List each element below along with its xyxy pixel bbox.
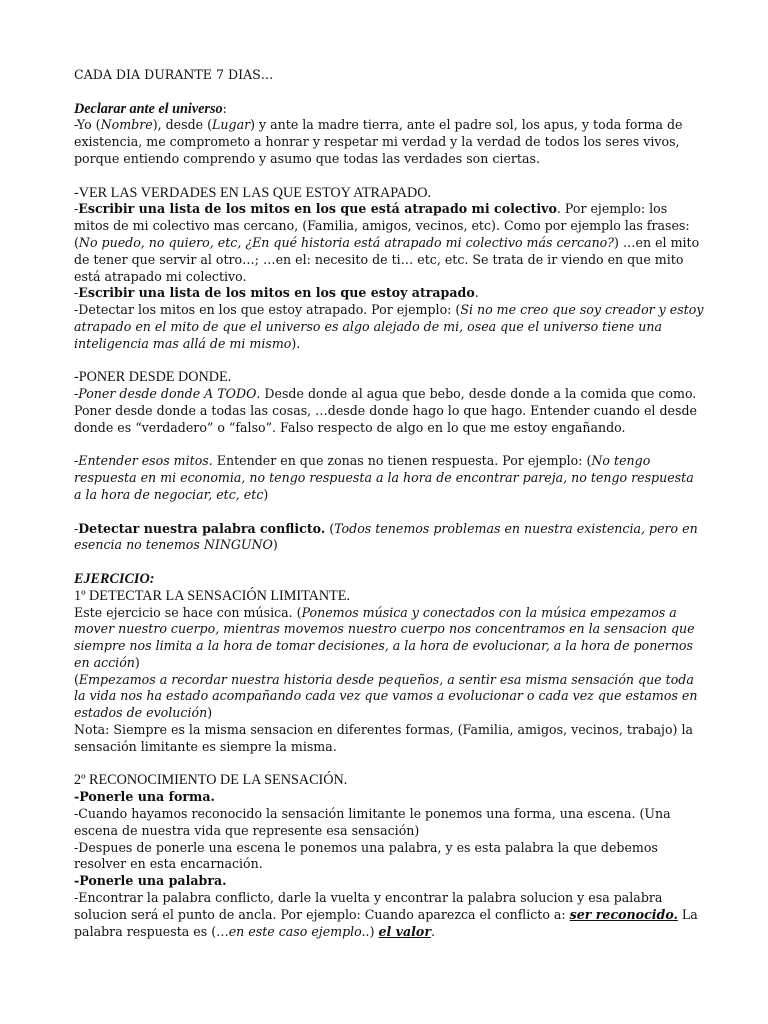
limitante-heading [74, 588, 704, 605]
p3-italic: …en este caso ejemplo.. [216, 923, 370, 939]
f2-text: -Despues de ponerle una escena le ponemos una palabra, y es esta palabra la que debemos resolver en esta encarnación. [74, 839, 658, 872]
decl-text-1: -Yo ( [74, 117, 101, 133]
verdades-heading-text: -VER LAS VERDADES EN LAS QUE ESTOY ATRAPADO. [74, 184, 432, 201]
reconocimiento-heading-text: 2º RECONOCIMIENTO DE LA SENSACIÓN [74, 772, 344, 789]
e1-tail: ) [134, 654, 140, 670]
d2-italic-2: No tengo respuesta en mi economia, no tengo respuesta a la hora de encontrar pareja, no tengo respuesta a la hora de negociar, etc, etc [74, 453, 694, 502]
nota-text: Nota: Siempre es la misma sensacion en diferentes formas, (Familia, amigos, vecinos, trabajo) la sensación limitante es siempre la misma. [74, 722, 693, 754]
p3-close: ) [369, 923, 379, 939]
palabra-paragraph [74, 890, 704, 940]
reconocimiento-heading [74, 772, 704, 789]
forma-paragraph-1 [74, 806, 704, 840]
v3-italic: Si no me creo que soy creador y estoy atrapado en el mito de que el universo es algo alejado de mi, osea que el universo tiene una inteligencia mas allá de mi mismo [74, 302, 704, 351]
verdades-heading [74, 185, 704, 202]
desde-donde-paragraph [74, 386, 704, 436]
d2-italic: -Entender esos mitos. [74, 453, 213, 469]
declaration-heading [74, 101, 704, 118]
v2-tail: . [474, 285, 479, 301]
d3-dash: - [74, 520, 79, 536]
p3-el-valor: el valor [378, 923, 431, 939]
limitante-heading-text: 1º DETECTAR LA SENSACIÓN LIMITANTE [74, 587, 347, 604]
v3-text: -Detectar los mitos en los que estoy atrapado. Por ejemplo: ( [74, 302, 461, 318]
d2-tail: ) [263, 486, 269, 502]
forma-subheading [74, 789, 704, 806]
e1-text: Este ejercicio se hace con música. ( [74, 604, 302, 620]
limitante-heading-tail: . [346, 587, 351, 604]
forma-paragraph-2 [74, 840, 704, 874]
v2-bold: Escribir una lista de los mitos en los que estoy atrapado [78, 285, 475, 301]
ejercicio-heading-text: EJERCICIO: [74, 570, 155, 587]
title-text: CADA DIA DURANTE 7 DIAS… [74, 67, 274, 82]
ejercicio-heading [74, 571, 704, 588]
v3-tail: ). [291, 335, 301, 351]
musica-paragraph [74, 605, 704, 672]
v1-text: . Por ejemplo: los mitos de mi colectivo mas cercano, (Familia, amigos, vecinos, etc). Como por ejemplo las frases: ( [74, 201, 690, 250]
d2-text: Entender en que zonas no tienen respuesta. Por ejemplo: ( [212, 453, 592, 469]
d3-bold: Detectar nuestra palabra conflicto. [78, 520, 326, 536]
p3-ser-reconocido: ser reconocido. [569, 906, 678, 922]
p3-text: -Encontrar la palabra conflicto, darle la vuelta y encontrar la palabra solucion y esa palabra solucion será el punto de ancla. Por ejemplo: Cuando aparezca el conflicto a: [74, 890, 663, 922]
v1-dash: - [74, 201, 79, 217]
mitos-paragraph [74, 453, 704, 503]
verdades-paragraph-2 [74, 285, 704, 302]
e2-italic: Empezamos a recordar nuestra historia desde pequeños, a sentir esa misma sensación que toda la vida nos ha estado acompañando cada vez que vamos a evolucionar o cada vez que estamos en estados de evolución [74, 671, 698, 721]
nota-paragraph [74, 722, 704, 756]
historia-paragraph [74, 672, 704, 722]
decl-lugar: Lugar [212, 117, 251, 133]
verdades-paragraph-1 [74, 201, 704, 285]
desde-donde-heading-tail: . [227, 369, 232, 386]
f1-text: -Cuando hayamos reconocido la sensación limitante le ponemos una forma, una escena. (Una escena de nuestra vida que represente esa sensación) [74, 806, 671, 838]
palabra-subheading-text: -Ponerle una palabra. [74, 873, 227, 889]
decl-text-3: ) y ante la madre tierra, ante el padre sol, los apus, y toda forma de existencia, me comprometo a honrar y respetar mi verdad y la verdad de todos los seres vivos, porque entiendo comprendo y asumo que todas las verdades son ciertas. [74, 117, 683, 166]
declaration-colon: : [222, 100, 227, 116]
v1-tail: ) …en el mito de tener que servir al otro…; …en el: necesito de ti… etc, etc. Se trata de ir viendo en que mito está atrapado mi colectivo. [74, 234, 700, 284]
d3-italic: Todos tenemos problemas en nuestra existencia, pero en esencia no tenemos NINGUNO [74, 520, 698, 553]
d1-text: . Desde donde al agua que bebo, desde donde a la comida que como. Poner desde donde a todas las cosas, …desde donde hago lo que hago. Entender cuando el desde donde es “verdadero” o “falso”. Falso respecto de algo en lo que me estoy engañando. [74, 386, 697, 435]
reconocimiento-heading-tail: . [343, 772, 348, 789]
document-title [74, 67, 704, 84]
e1-italic: Ponemos música y conectados con la música empezamos a mover nuestro cuerpo, mientras movemos nuestro cuerpo nos concentramos en la sensacion que siempre nos limita a la hora de tomar decisiones, a la hora de evolucionar, a la hora de ponernos en acción [74, 604, 695, 670]
verdades-paragraph-3 [74, 302, 704, 352]
desde-donde-heading-text: -PONER DESDE DONDE [74, 369, 228, 386]
e2-tail: ) [207, 705, 213, 721]
palabra-subheading [74, 873, 704, 890]
desde-donde-heading [74, 369, 704, 386]
p3-mid: La palabra respuesta es ( [74, 906, 698, 939]
d3-text: ( [325, 520, 335, 536]
v1-italic: No puedo, no quiero, etc, ¿En qué historia está atrapado mi colectivo más cercano? [78, 234, 615, 250]
document-page [74, 67, 704, 940]
p3-end: . [430, 923, 435, 939]
declaration-heading-text: Declarar ante el universo [74, 100, 223, 117]
decl-text-2: ), desde ( [152, 117, 213, 133]
decl-nombre: Nombre [100, 117, 153, 133]
conflicto-paragraph [74, 521, 704, 555]
declaration-paragraph [74, 117, 704, 167]
forma-subheading-text: -Ponerle una forma. [74, 789, 215, 805]
e2-open: ( [74, 671, 79, 687]
v1-bold: Escribir una lista de los mitos en los que está atrapado mi colectivo [78, 201, 557, 217]
d3-tail: ) [272, 537, 278, 553]
v2-dash: - [74, 285, 79, 301]
d1-italic: -Poner desde donde A TODO [74, 386, 257, 402]
